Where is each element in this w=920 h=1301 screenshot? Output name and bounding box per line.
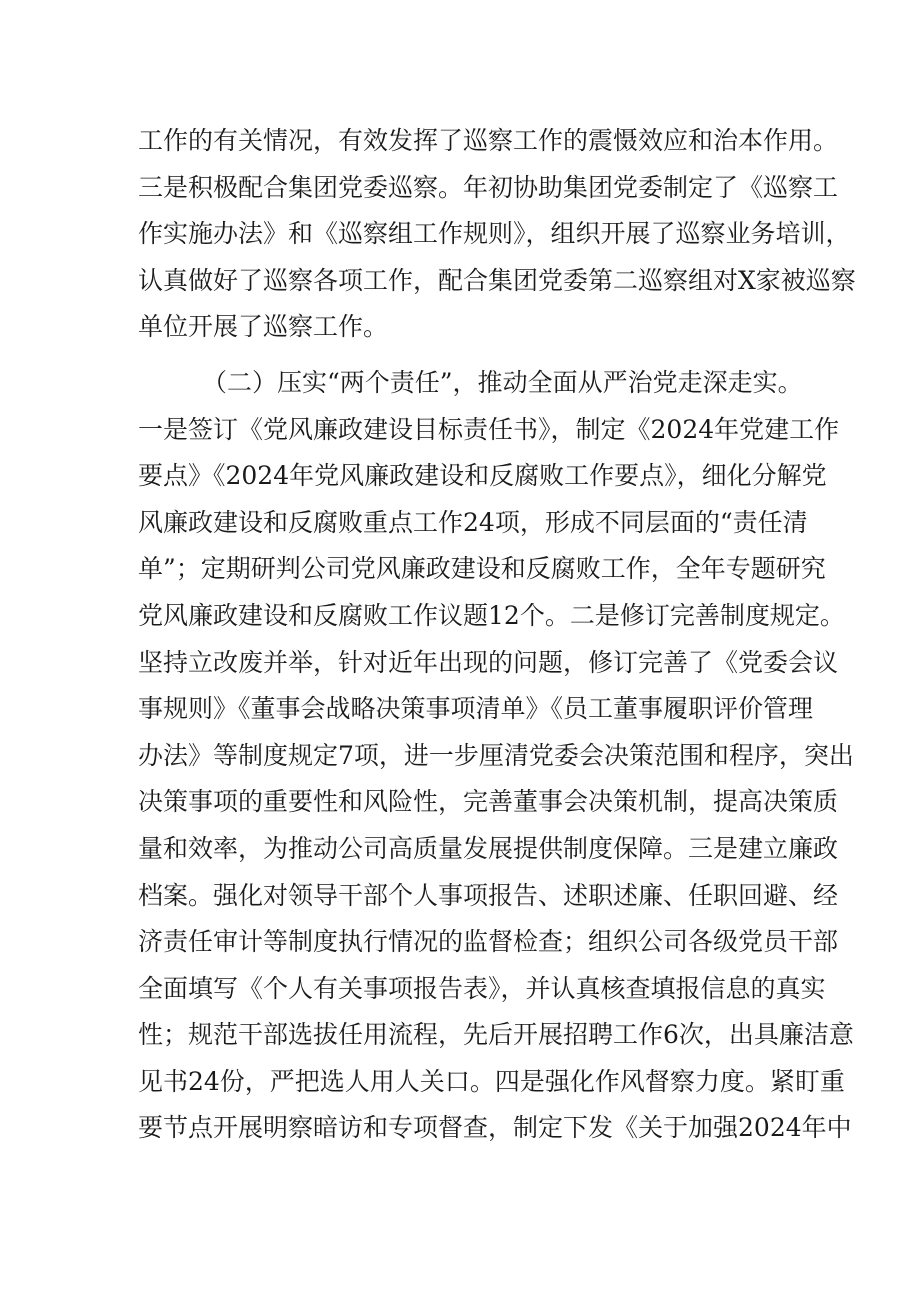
body-text-line: 一是签订《党风廉政建设目标责任书》，制定《2024年党建工作 xyxy=(138,414,840,444)
body-text-line: 济责任审计等制度执行情况的监督检查；组织公司各级党员干部 xyxy=(138,927,839,957)
body-text-line: 要节点开展明察暗访和专项督查，制定下发《关于加强2024年中 xyxy=(138,1113,852,1143)
body-text-line: 三是积极配合集团党委巡察。年初协助集团党委制定了《巡察工 xyxy=(138,172,839,202)
body-text-line: 工作的有关情况，有效发挥了巡察工作的震慑效应和治本作用。 xyxy=(138,126,839,155)
body-text-line: 认真做好了巡察各项工作，配合集团党委第二巡察组对X家被巡察 xyxy=(138,265,856,295)
body-text-line: 事规则》《董事会战略决策事项清单》《员工董事履职评价管理 xyxy=(138,694,814,724)
body-text-line: 办法》等制度规定7项，进一步厘清党委会决策范围和程序，突出 xyxy=(138,740,854,770)
body-text-line: 作实施办法》和《巡察组工作规则》，组织开展了巡察业务培训， xyxy=(138,219,851,249)
body-text-line: 量和效率，为推动公司高质量发展提供制度保障。三是建立廉政 xyxy=(138,833,839,863)
body-text-line: 档案。强化对领导干部个人事项报告、述职述廉、任职回避、经 xyxy=(138,880,839,910)
body-text-line: 见书24份，严把选人用人关口。四是强化作风督察力度。紧盯重 xyxy=(138,1066,845,1096)
section-heading-line: （二）压实“两个责任”，推动全面从严治党走深走实。 xyxy=(202,367,803,397)
body-text-line: 要点》《2024年党风廉政建设和反腐败工作要点》，细化分解党 xyxy=(138,461,827,491)
body-text-line: 全面填写《个人有关事项报告表》，并认真核查填报信息的真实 xyxy=(138,973,826,1003)
body-text-line: 性；规范干部选拔任用流程，先后开展招聘工作6次，出具廉洁意 xyxy=(138,1020,854,1050)
body-text-line: 风廉政建设和反腐败重点工作24项，形成不同层面的“责任清 xyxy=(138,507,808,537)
body-text-line: 党风廉政建设和反腐败工作议题12个。二是修订完善制度规定。 xyxy=(138,600,845,630)
body-text-line: 决策事项的重要性和风险性，完善董事会决策机制，提高决策质 xyxy=(138,787,839,817)
body-text-line: 单”；定期研判公司党风廉政建设和反腐败工作，全年专题研究 xyxy=(138,554,826,584)
body-text-line: 坚持立改废并举，针对近年出现的问题，修订完善了《党委会议 xyxy=(138,647,839,677)
body-text-line: 单位开展了巡察工作。 xyxy=(138,312,389,342)
document-body-text xyxy=(138,118,856,1152)
